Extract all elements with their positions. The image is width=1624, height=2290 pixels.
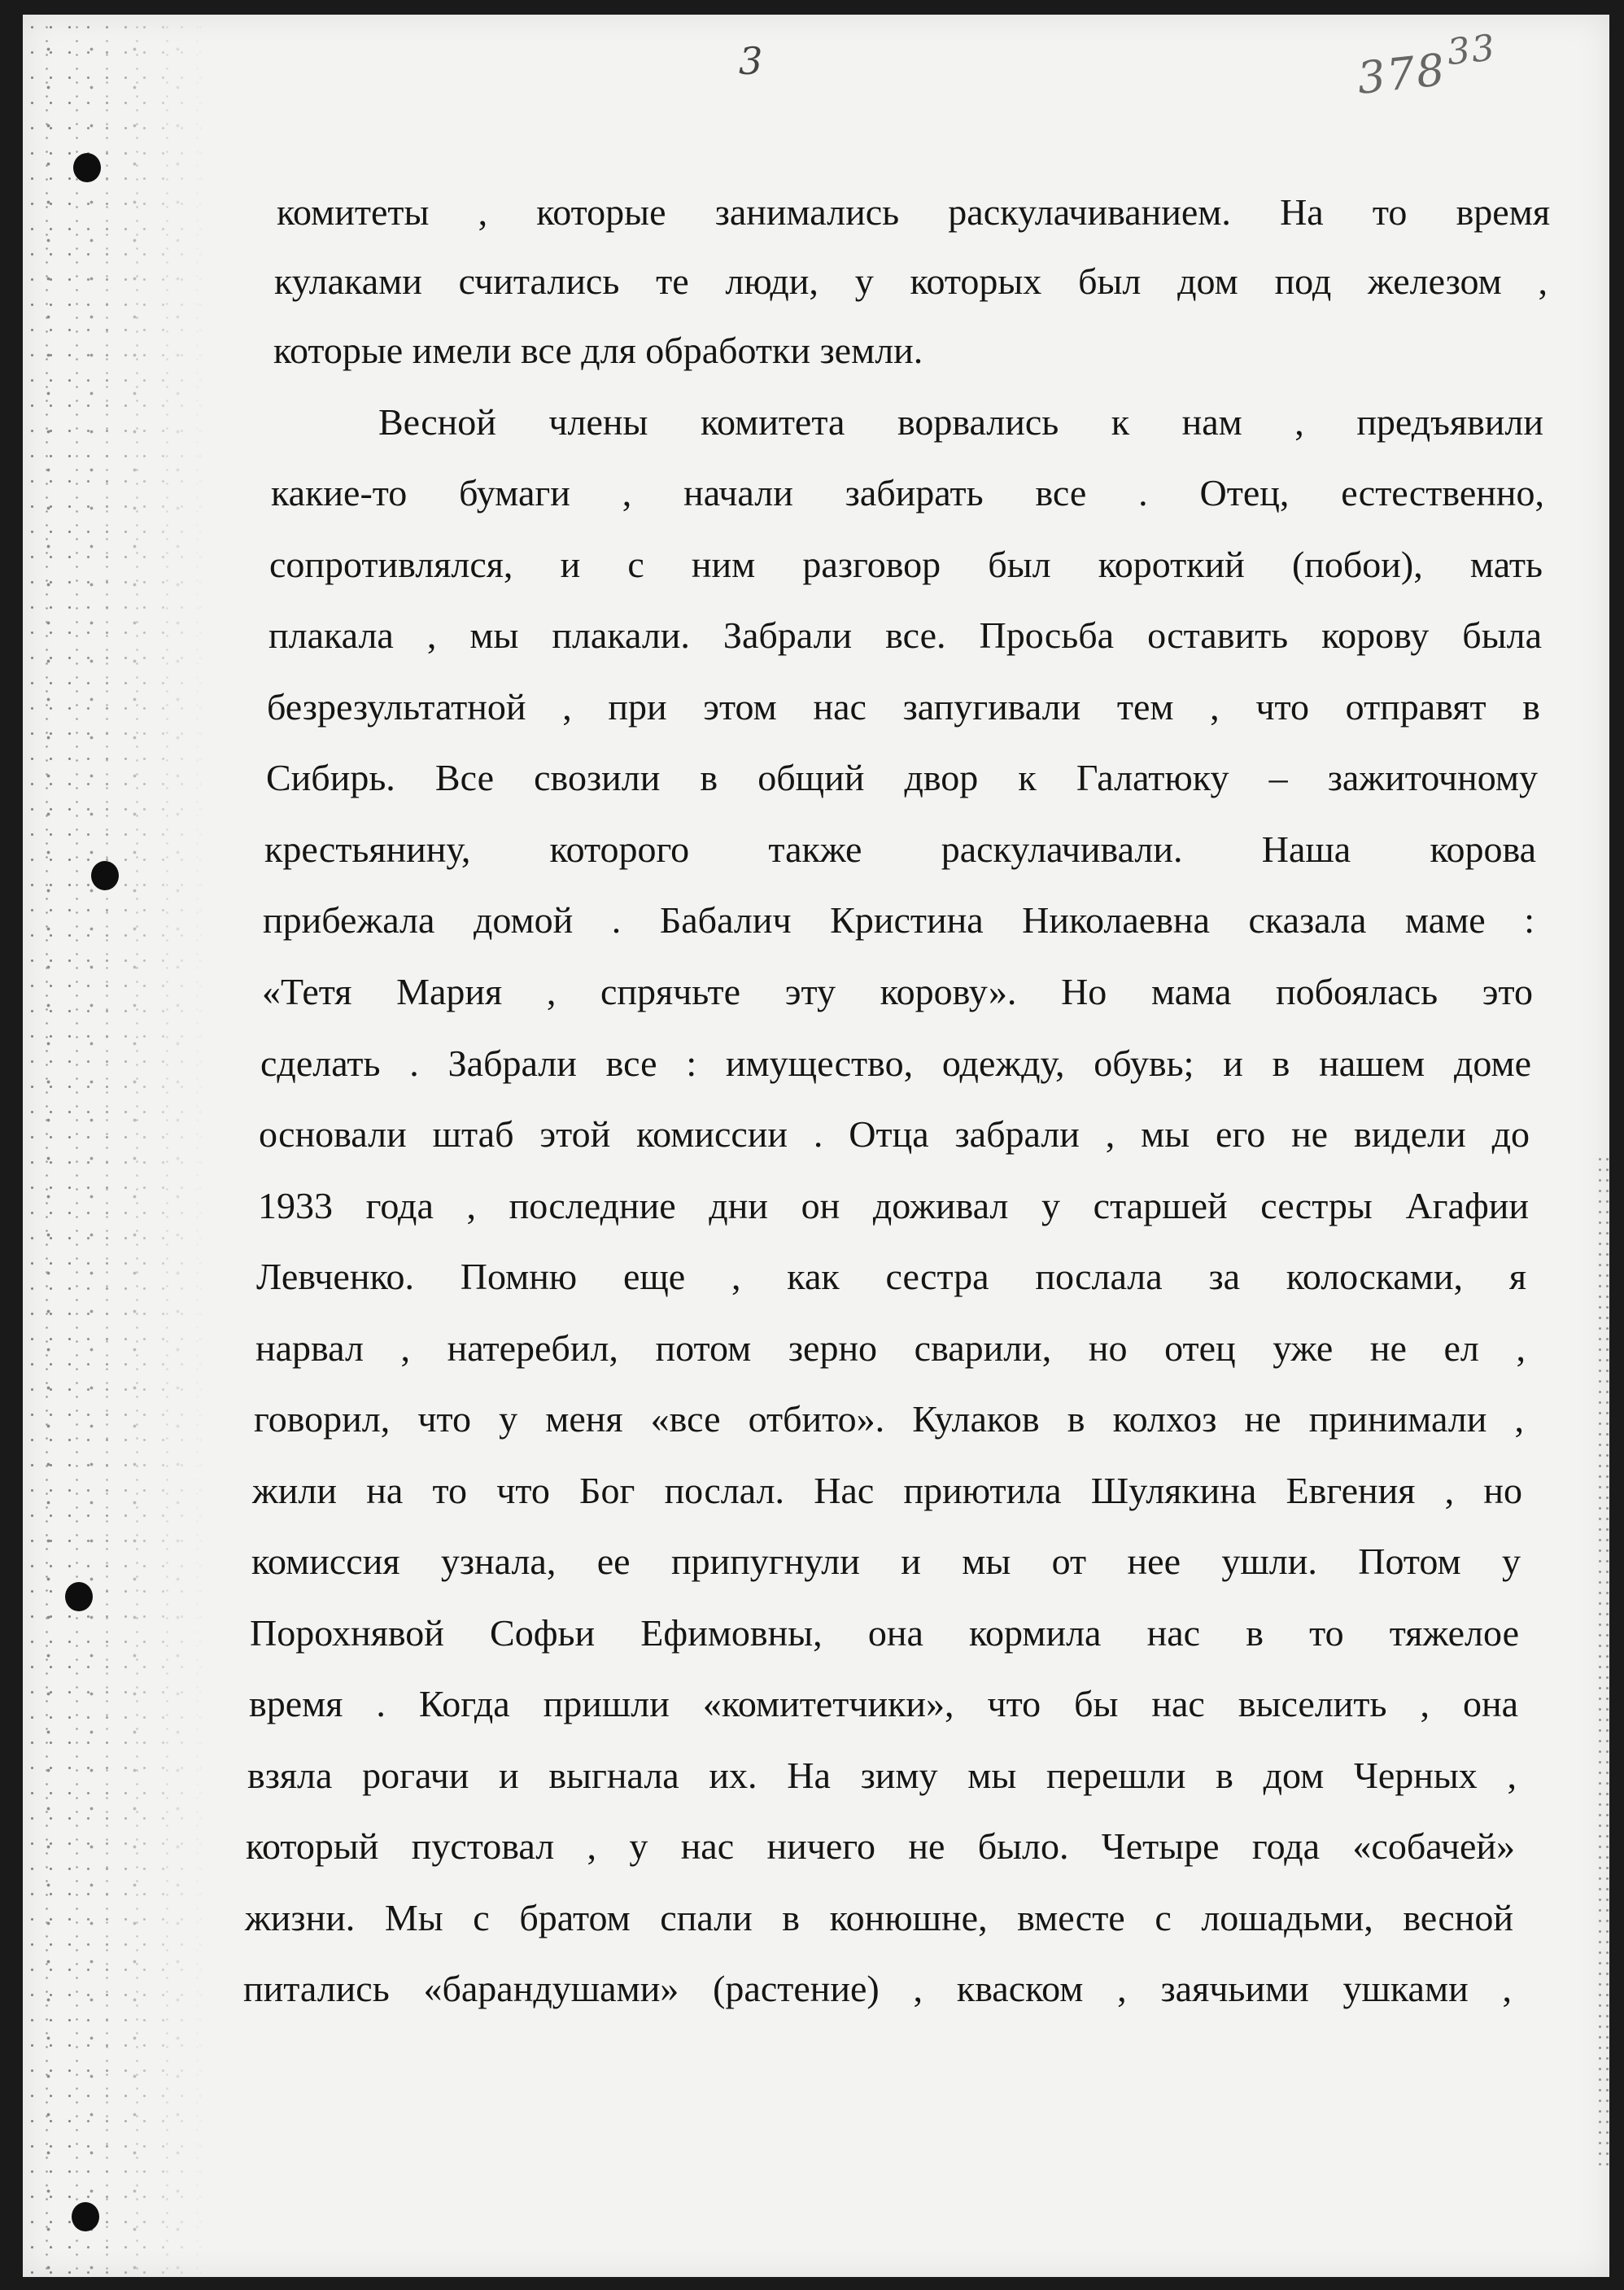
text-line: жили на то что Бог послал. Нас приютила Шулякина Евгения , но <box>252 1470 1522 1511</box>
text-line: Весной члены комитета ворвались к нам , предъявили <box>378 401 1543 443</box>
text-line: взяла рогачи и выгнала их. На зиму мы перешли в дом Черных , <box>247 1755 1517 1796</box>
scan-edge <box>1596 1154 1609 2171</box>
text-line: кулаками считались те люди, у которых был дом под железом , <box>274 260 1548 302</box>
document-page <box>23 15 1609 2277</box>
text-line: которые имели все для обработки земли. <box>273 330 923 371</box>
text-line: Порохнявой Софьи Ефимовны, она кормила нас в то тяжелое <box>250 1612 1519 1654</box>
text-line: какие-то бумаги , начали забирать все . Отец, естественно, <box>271 472 1544 514</box>
text-line: основали штаб этой комиссии . Отца забрали , мы его не видели до <box>259 1113 1530 1155</box>
text-line: комитеты , которые занимались раскулачиванием. На то время <box>277 191 1550 233</box>
text-line: время . Когда пришли «комитетчики», что бы нас выселить , она <box>249 1683 1518 1724</box>
text-line: 1933 года , последние дни он доживал у старшей сестры Агафии <box>258 1185 1529 1226</box>
scan-noise <box>23 15 210 2277</box>
text-line: Сибирь. Все свозили в общий двор к Галатюку – зажиточному <box>266 757 1538 798</box>
text-line: «Тетя Мария , спрячьте эту корову». Но мама побоялась это <box>262 971 1533 1012</box>
archive-number-superscript: 33 <box>1445 27 1499 74</box>
text-line: безрезультатной , при этом нас запугивали тем , что отправят в <box>267 686 1540 728</box>
archive-number <box>1355 27 1500 104</box>
text-line: жизни. Мы с братом спали в конюшне, вместе с лошадьми, весной <box>245 1897 1513 1938</box>
binder-hole <box>91 861 119 890</box>
text-line: нарвал , натеребил, потом зерно сварили, но отец уже не ел , <box>255 1327 1526 1369</box>
binder-hole <box>73 153 101 182</box>
text-line: Левченко. Помню еще , как сестра послала за колосками, я <box>256 1256 1526 1297</box>
text-line: прибежала домой . Бабалич Кристина Николаевна сказала маме : <box>263 899 1535 941</box>
text-line: который пустовал , у нас ничего не было. Четыре года «собачей» <box>246 1825 1515 1867</box>
text-line: сделать . Забрали все : имущество, одежду, обувь; и в нашем доме <box>260 1042 1531 1084</box>
text-line: комиссия узнала, ее припугнули и мы от нее ушли. Потом у <box>251 1541 1521 1582</box>
text-line: говорил, что у меня «все отбито». Кулаков в колхоз не принимали , <box>254 1398 1524 1440</box>
binder-hole <box>65 1582 93 1611</box>
text-line: плакала , мы плакали. Забрали все. Просьба оставить корову была <box>268 614 1542 656</box>
page-number: 3 <box>739 39 763 83</box>
text-line: крестьянину, которого также раскулачивали. Наша корова <box>264 828 1536 870</box>
binder-hole <box>72 2202 99 2231</box>
text-line: сопротивлялся, и с ним разговор был короткий (побои), мать <box>269 544 1543 585</box>
text-line: питались «барандушами» (растение) , кваском , заячьими ушками , <box>243 1968 1512 2009</box>
archive-number-main: 378 <box>1355 43 1449 104</box>
